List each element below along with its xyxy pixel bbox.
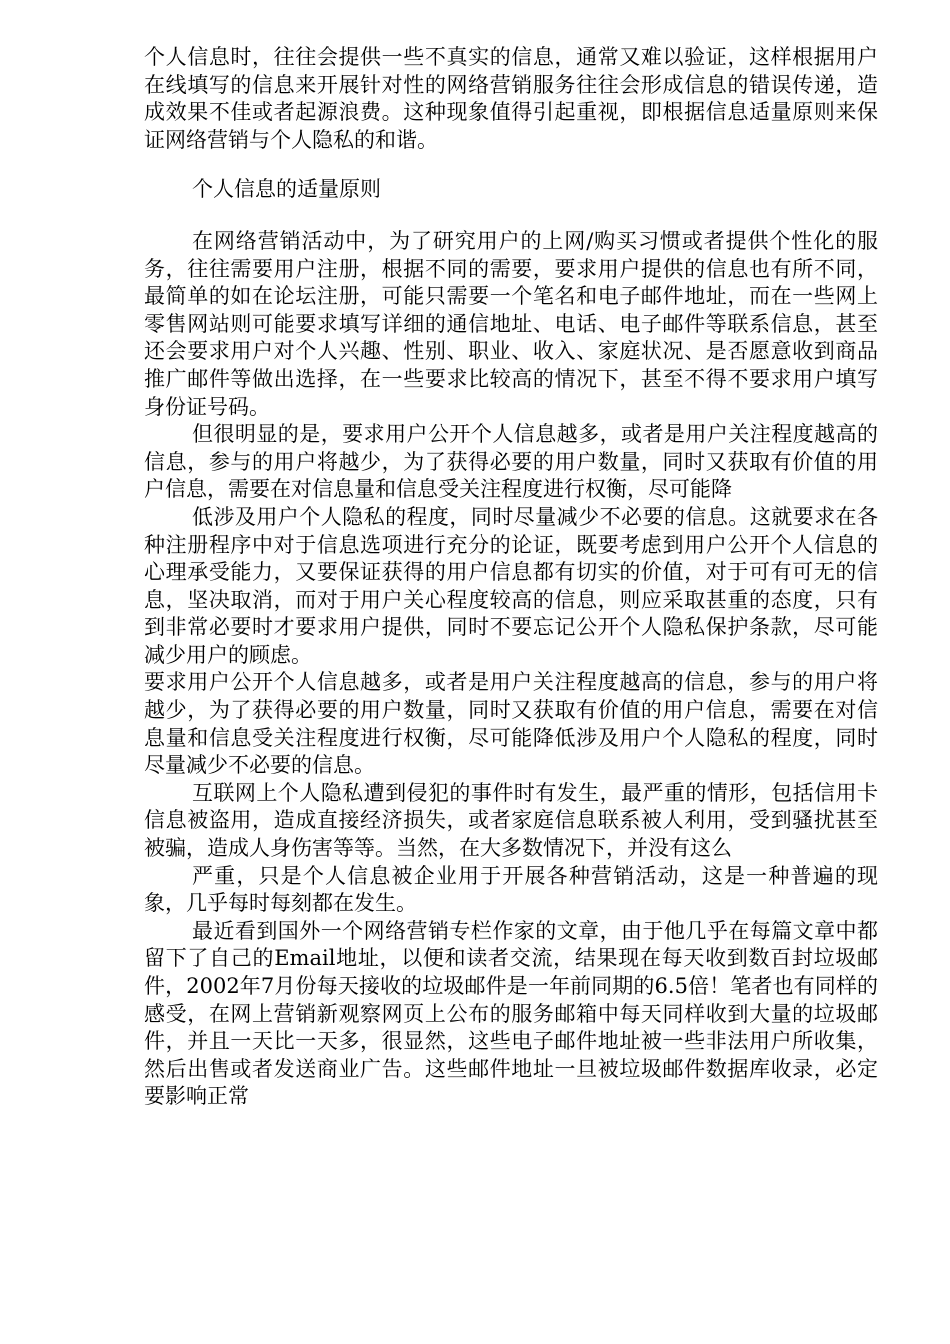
paragraph-reduce-privacy: 低涉及用户个人隐私的程度，同时尽量减少不必要的信息。这就要求在各种注册程序中对于信息选项进行充分的论证，既要考虑到用户公开个人信息的心理承受能力，又要保证获得的用户信息都有切实的价值，对于可有可无的信息，坚决取消，而对于用户关心程度较高的信息，则应采取甚重的态度，只有到非常必要时才要求用户提供，同时不要忘记公开个人隐私保护条款，尽可能减少用户的顾虑。 [144, 504, 878, 667]
section-heading: 个人信息的适量原则 [192, 177, 381, 202]
paragraph-privacy-violations: 互联网上个人隐私遭到侵犯的事件时有发生，最严重的情形，包括信用卡信息被盗用，造成直接经济损失，或者家庭信息联系被人利用，受到骚扰甚至被骗，造成人身伤害等等。当然，在大多数情况下，并没有这么 [144, 780, 878, 861]
document-page [144, 44, 878, 1111]
paragraph-registration: 在网络营销活动中，为了研究用户的上网/购买习惯或者提供个性化的服务，往往需要用户注册，根据不同的需要，要求用户提供的信息也有所不同，最简单的如在论坛注册，可能只需要一个笔名和电子邮件地址，而在一些网上零售网站则可能要求填写详细的通信地址、电话、电子邮件等联系信息，甚至还会要求用户对个人兴趣、性别、职业、收入、家庭状况、是否愿意收到商品推广邮件等做出选择，在一些要求比较高的情况下，甚至不得不要求用户填写身份证号码。 [144, 228, 878, 419]
paragraph-spam-example: 最近看到国外一个网络营销专栏作家的文章，由于他几乎在每篇文章中都留下了自己的Email地址，以便和读者交流，结果现在每天收到数百封垃圾邮件，2002年7月份每天接收的垃圾邮件是一年前同期的6.5倍！笔者也有同样的感受，在网上营销新观察网页上公布的服务邮箱中每天同样收到大量的垃圾邮件，并且一天比一天多，很显然，这些电子邮件地址被一些非法用户所收集，然后出售或者发送商业广告。这些邮件地址一旦被垃圾邮件数据库收录，必定要影响正常 [144, 918, 878, 1109]
paragraph-tradeoff: 但很明显的是，要求用户公开个人信息越多，或者是用户关注程度越高的信息，参与的用户将越少，为了获得必要的用户数量，同时又获取有价值的用户信息，需要在对信息量和信息受关注程度进行权衡，尽可能降 [144, 422, 878, 502]
paragraph-marketing-use: 严重，只是个人信息被企业用于开展各种营销活动，这是一种普遍的现象，几乎每时每刻都在发生。 [144, 863, 878, 916]
paragraph-intro-continuation: 个人信息时，往往会提供一些不真实的信息，通常又难以验证，这样根据用户在线填写的信息来开展针对性的网络营销服务往往会形成信息的错误传递，造成效果不佳或者起源浪费。这种现象值得引起重视，即根据信息适量原则来保证网络营销与个人隐私的和谐。 [144, 45, 878, 152]
paragraph-repeat-summary: 要求用户公开个人信息越多，或者是用户关注程度越高的信息，参与的用户将越少，为了获得必要的用户数量，同时又获取有价值的用户信息，需要在对信息量和信息受关注程度进行权衡，尽可能降低涉及用户个人隐私的程度，同时尽量减少不必要的信息。 [144, 670, 878, 778]
